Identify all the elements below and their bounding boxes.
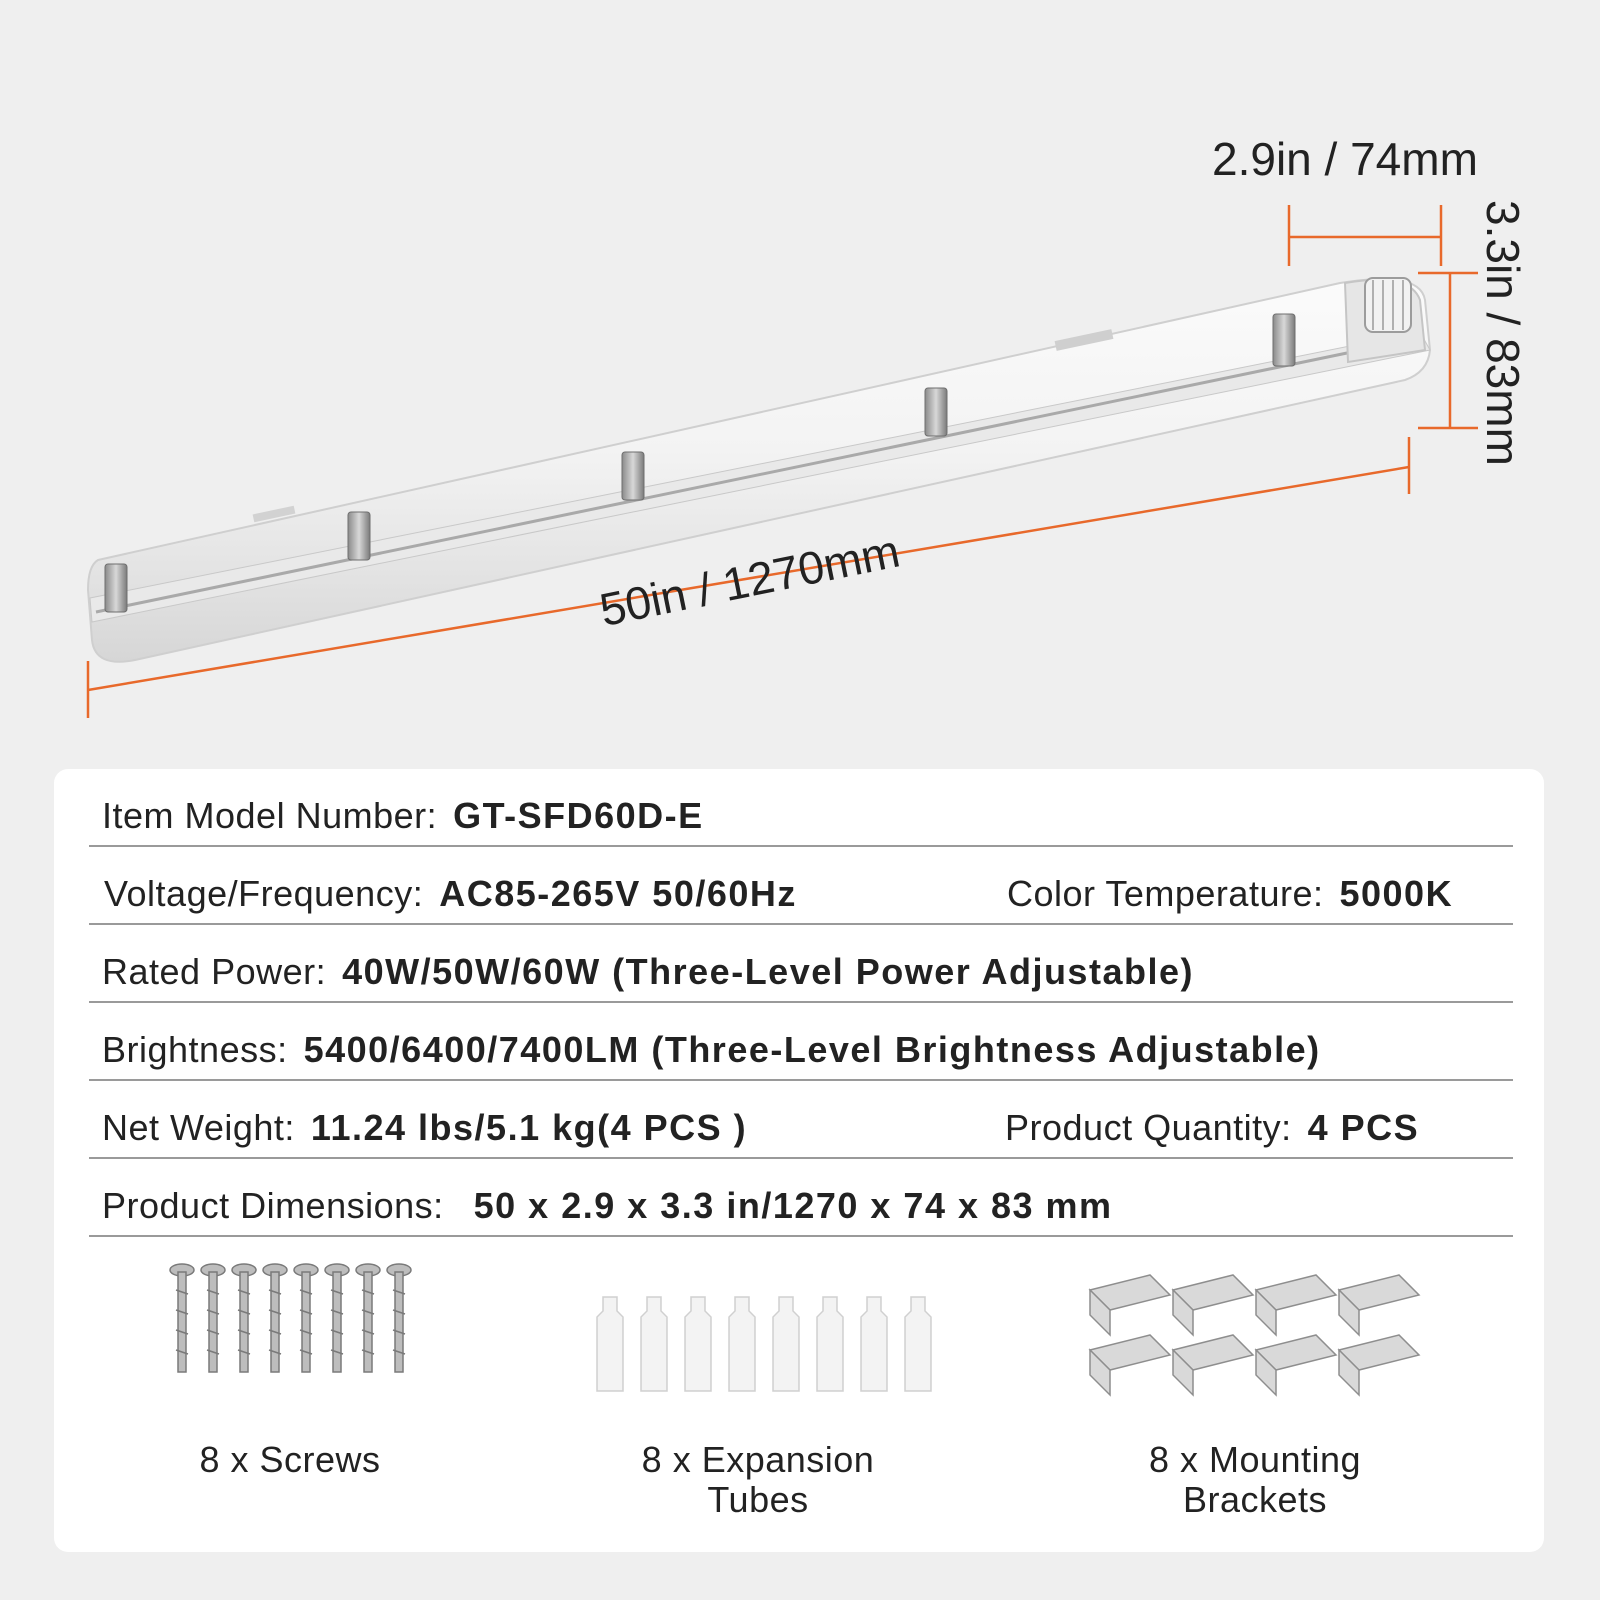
tubes-caption-line2: Tubes [707, 1479, 809, 1520]
brackets-caption-line2: Brackets [1182, 1479, 1328, 1520]
power-value: 40W/50W/60W (Three-Level Power Adjustable) [342, 951, 1194, 992]
clip-icon [1273, 314, 1295, 366]
screws-caption [110, 1440, 470, 1480]
brackets-caption-line1: 8 x Mounting [1148, 1439, 1362, 1480]
spec-card [54, 769, 1544, 1552]
clip-icon [622, 452, 644, 500]
cable-gland-icon [1365, 278, 1411, 332]
tubes-caption-line1: 8 x Expansion [641, 1439, 875, 1480]
color-temp-label: Color Temperature: [1007, 873, 1324, 914]
spec-row-dimensions [89, 1159, 1513, 1237]
dimensions-label: Product Dimensions: [102, 1185, 444, 1226]
quantity-value: 4 PCS [1307, 1107, 1420, 1148]
brightness-value: 5400/6400/7400LM (Three-Level Brightness Adjustable) [303, 1029, 1321, 1070]
spec-row-power [89, 925, 1513, 1003]
weight-label: Net Weight: [102, 1107, 295, 1148]
clip-icon [348, 512, 370, 560]
brackets-caption [1075, 1440, 1435, 1520]
power-label: Rated Power: [102, 951, 327, 992]
model-label: Item Model Number: [102, 795, 438, 836]
mounting-brackets-icon [1085, 1270, 1430, 1420]
dimension-height-label: 3.3in / 83mm [1477, 200, 1529, 466]
voltage-value: AC85-265V 50/60Hz [439, 873, 797, 914]
quantity-label: Product Quantity: [1005, 1107, 1292, 1148]
dimension-width-label: 2.9in / 74mm [1212, 133, 1478, 185]
voltage-label: Voltage/Frequency: [104, 873, 424, 914]
clip-icon [105, 564, 127, 612]
spec-row-brightness [89, 1003, 1513, 1081]
spec-row-weight [89, 1081, 1513, 1159]
dimension-length-label: 50in / 1270mm [595, 524, 904, 637]
brightness-label: Brightness: [102, 1029, 288, 1070]
screws-icon [160, 1260, 420, 1400]
dimension-width-line [1289, 205, 1441, 266]
screws-caption-line1: 8 x Screws [199, 1439, 381, 1480]
clip-icon [925, 388, 947, 436]
dimensions-value: 50 x 2.9 x 3.3 in/1270 x 74 x 83 mm [473, 1185, 1113, 1226]
color-temp-value: 5000K [1339, 873, 1454, 914]
spec-row-voltage [89, 847, 1513, 925]
expansion-tubes-icon [585, 1295, 935, 1395]
spec-row-model [89, 769, 1513, 847]
tubes-caption [578, 1440, 938, 1520]
model-value: GT-SFD60D-E [453, 795, 704, 836]
product-figure [0, 0, 1600, 760]
weight-value: 11.24 lbs/5.1 kg(4 PCS ) [310, 1107, 748, 1148]
